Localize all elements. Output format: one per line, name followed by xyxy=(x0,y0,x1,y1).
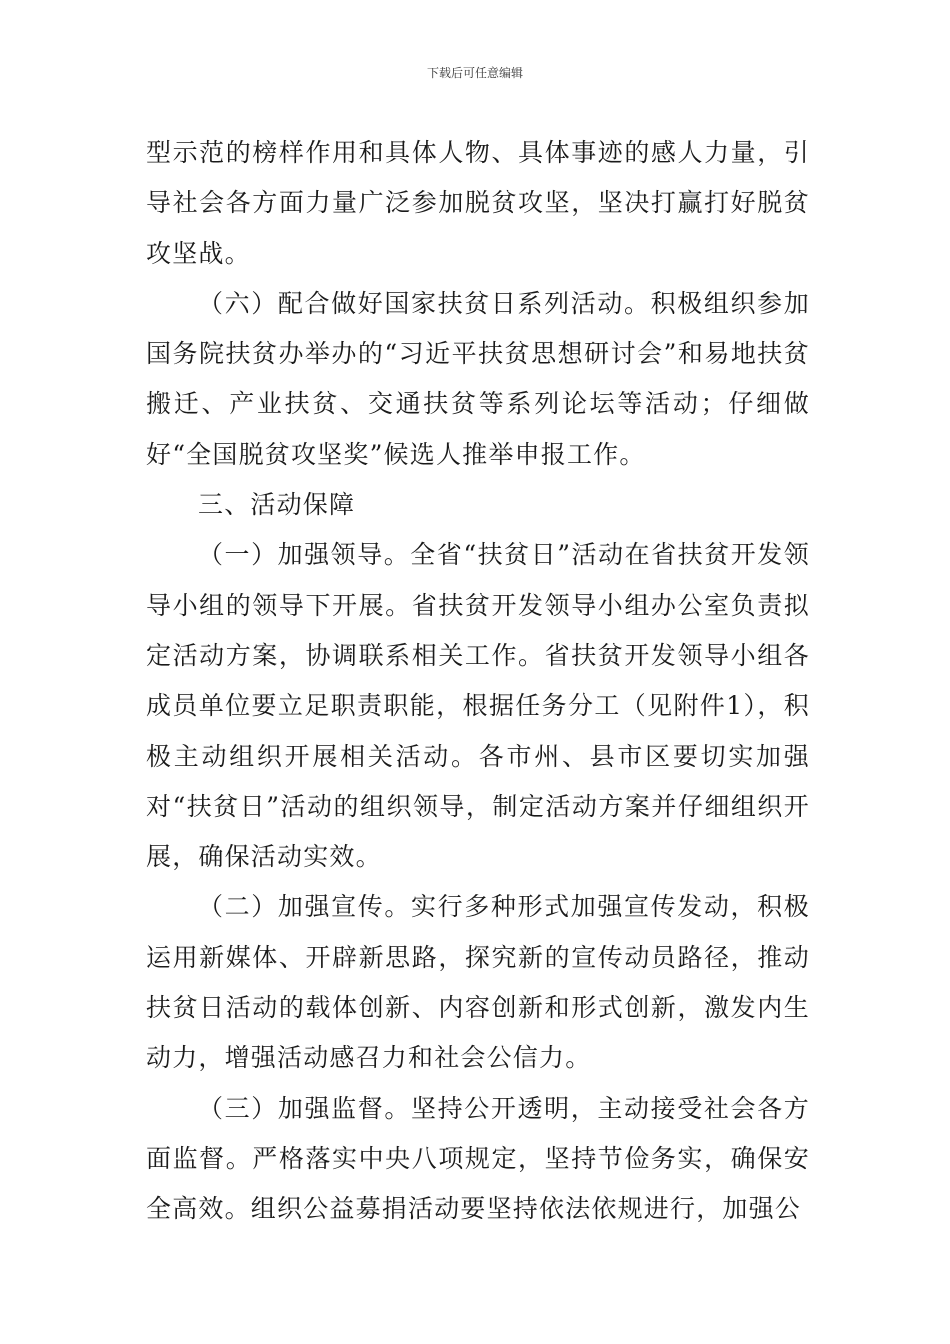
paragraph-strengthen-leadership: （一）加强领导。全省“扶贫日”活动在省扶贫开发领导小组的领导下开展。省扶贫开发领导小组办公室负责拟定活动方案，协调联系相关工作。省扶贫开发领导小组各成员单位要立足职责职能，根据任务分工（见附件1），积极主动组织开展相关活动。各市州、县市区要切实加强对“扶贫日”活动的组织领导，制定活动方案并仔细组织开展，确保活动实效。 xyxy=(146,540,810,872)
section-heading-activity-guarantee: 三、活动保障 xyxy=(198,490,356,520)
paragraph-item-six: （六）配合做好国家扶贫日系列活动。积极组织参加国务院扶贫办举办的“习近平扶贫思想研讨会”和易地扶贫搬迁、产业扶贫、交通扶贫等系列论坛等活动；仔细做好“全国脱贫攻坚奖”候选人推举申报工作。 xyxy=(146,288,810,469)
paragraph-continuation: 型示范的榜样作用和具体人物、具体事迹的感人力量，引导社会各方面力量广泛参加脱贫攻坚，坚决打赢打好脱贫攻坚战。 xyxy=(146,138,810,268)
paragraph-strengthen-publicity: （二）加强宣传。实行多种形式加强宣传发动，积极运用新媒体、开辟新思路，探究新的宣传动员路径，推动扶贫日活动的载体创新、内容创新和形式创新，激发内生动力，增强活动感召力和社会公信力。 xyxy=(146,892,810,1073)
page-header: 下载后可任意编辑 xyxy=(426,66,523,80)
document-body xyxy=(146,128,810,1235)
paragraph-strengthen-supervision: （三）加强监督。坚持公开透明，主动接受社会各方面监督。严格落实中央八项规定，坚持节俭务实，确保安全高效。组织公益募捐活动要坚持依法依规进行，加强公 xyxy=(146,1093,810,1224)
